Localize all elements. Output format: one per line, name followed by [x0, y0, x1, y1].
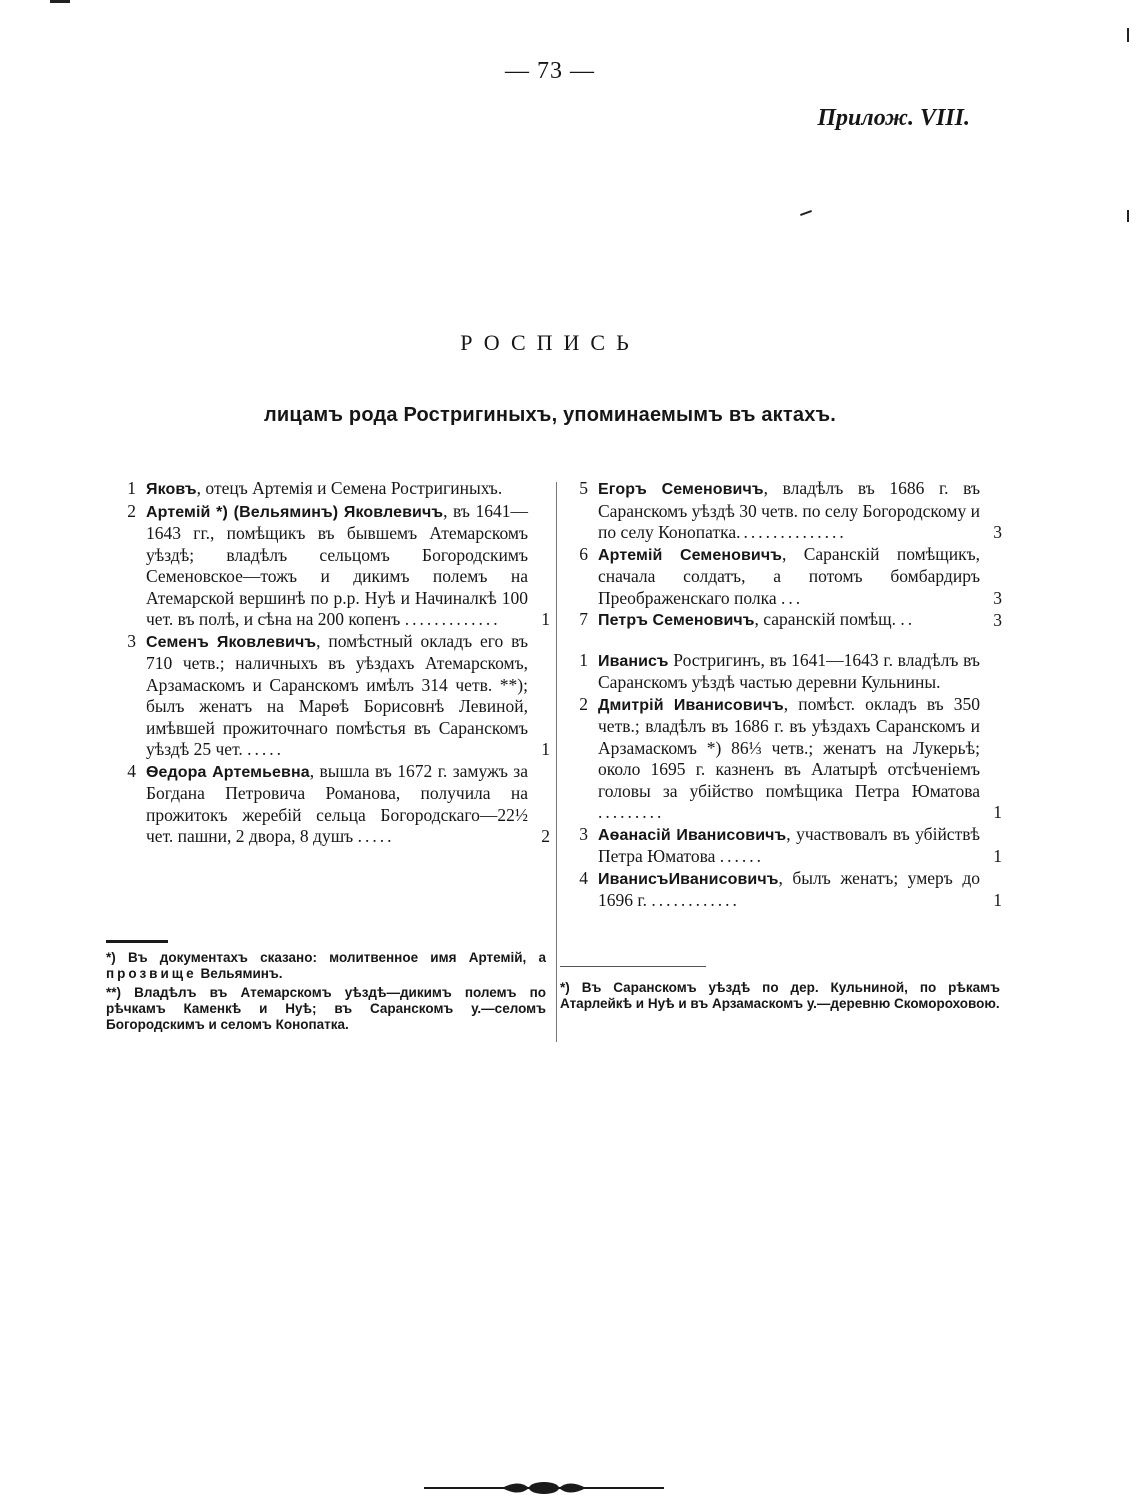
person-name: Петръ Семеновичъ — [598, 612, 755, 629]
list-item: 2 Дмитрій Иванисовичъ, помѣст. окладъ въ 350 четв.; владѣлъ въ 1686 г. въ уѣздахъ Саранскомъ и Арзамаскомъ *) 86⅓ четв.; женатъ на Лукерьѣ; около 1695 г. казненъ въ Алатырѣ отсѣченіемъ головы за убійство помѣщика Петра Юматова ......... 1 — [572, 694, 1002, 824]
entry-text: , Саранскій помѣщикъ, сначала солдатъ, а потомъ бомбардиръ Преображенскаго полка — [598, 543, 981, 608]
ink-speck — [1127, 210, 1129, 222]
entry-text: , былъ женатъ; умеръ до 1696 г. — [598, 867, 980, 910]
page-number: — 73 — — [505, 58, 595, 84]
entry-number: 1 — [579, 649, 588, 670]
column-divider — [556, 482, 557, 1042]
list-item: 7 Петръ Семеновичъ, саранскій помѣщ. .. 3 — [572, 609, 1002, 632]
entry-text: , отецъ Артемія и Семена Ростригиныхъ. — [196, 478, 503, 498]
person-name: Егоръ Семеновичъ — [598, 481, 764, 498]
list-item — [120, 478, 550, 501]
entry-text: , владѣлъ въ 1686 г. въ Саранскомъ уѣздѣ 30 четв. по селу Богородскому и по селу Конопатка — [598, 478, 981, 542]
appendix-label: Прилож. VIII. — [817, 105, 970, 131]
page-title: РОСПИСЬ — [460, 330, 640, 355]
entry-number: 2 — [127, 500, 136, 521]
page-subtitle: лицамъ рода Ростригиныхъ, упоминаемымъ въ актахъ. — [263, 404, 837, 426]
entry-number: 6 — [579, 543, 588, 564]
person-name: Семенъ Яковлевичъ — [146, 633, 317, 651]
entry-text: , помѣстный окладъ его въ 710 четв.; наличныхъ въ уѣздахъ Атемарскомъ, Арзамаскомъ и Саранскомъ имѣлъ 314 четв. **); былъ женатъ на Марѳѣ Борисовнѣ Левиной, имѣвшей прожиточнаго помѣстья въ Саранскомъ уѣздѣ 25 чет. — [146, 630, 528, 759]
entry-count: 1 — [541, 609, 550, 629]
list-item: 3 Семенъ Яковлевичъ, помѣстный окладъ его въ 710 четв.; наличныхъ въ уѣздахъ Атемарскомъ, Арзамаскомъ и Саранскомъ имѣлъ 314 четв. **); былъ женатъ на Марѳѣ Борисовнѣ Левиной, имѣвшей прожиточнаго помѣстья въ Саранскомъ уѣздѣ 25 чет. ..... 1 — [120, 631, 550, 761]
entry-count: 2 — [541, 826, 550, 846]
footnote-right: *) Въ Саранскомъ уѣздѣ по дер. Кульниной, по рѣкамъ Атарлейкѣ и Нуѣ и въ Арзамаскомъ у.—деревню Скомороховою. — [560, 980, 1000, 1011]
entry-count: 1 — [993, 802, 1002, 822]
entry-number: 7 — [579, 609, 588, 629]
entry-count: 1 — [993, 846, 1002, 866]
person-name: Дмитрій Иванисовичъ — [598, 696, 784, 714]
list-item — [572, 650, 1002, 694]
entry-number: 4 — [127, 760, 136, 781]
entry-number: 3 — [127, 630, 136, 651]
entry-text: , помѣст. окладъ въ 350 четв.; владѣлъ въ 1686 г. въ уѣздахъ Саранскомъ и Арзамаскомъ *) 86⅓ четв.; женатъ на Лукерьѣ; около 1695 г. казненъ въ Алатырѣ отсѣченіемъ головы за убійство помѣщика Петра Юматова — [598, 693, 980, 801]
person-name: Иванисъ — [598, 652, 669, 670]
entry-count: 3 — [993, 587, 1002, 608]
list-item: 4 ИванисъИванисовичъ, былъ женатъ; умеръ до 1696 г. ............ 1 — [572, 868, 1002, 912]
list-item: 4 Ѳедора Артемьевна, вышла въ 1672 г. замужъ за Богдана Петровича Романова, получила на прожитокъ жеребій сельца Богородскаго—22½ чет. пашни, 2 двора, 8 душъ ..... 2 — [120, 761, 550, 848]
footnote-rule — [106, 940, 168, 943]
list-item: 6 Артемій Семеновичъ, Саранскій помѣщикъ, сначала солдатъ, а потомъ бомбардиръ Преображенскаго полка ... 3 — [572, 544, 1002, 610]
footnote-left-1: *) Въ документахъ сказано: молитвенное имя Артемій, а прозвище Вельяминъ. — [106, 950, 546, 981]
entry-text: Ростригинъ, въ 1641—1643 г. владѣлъ въ Саранскомъ уѣздѣ частью деревни Кульнины. — [598, 649, 980, 692]
entry-number: 4 — [579, 867, 588, 888]
ornament-divider-icon — [424, 1476, 664, 1500]
person-name: Артемій *) (Вельяминъ) Яковлевичъ — [146, 503, 444, 521]
footnote-rule — [560, 966, 706, 967]
person-name: Аѳанасій Иванисовичъ — [598, 826, 787, 844]
right-column — [572, 478, 1002, 912]
person-name: Яковъ — [146, 481, 197, 498]
entry-text: , вышла въ 1672 г. замужъ за Богдана Петровича Романова, получила на прожитокъ жеребій сельца Богородскаго—22½ чет. пашни, 2 двора, 8 душъ — [146, 760, 528, 846]
ink-speck — [800, 210, 812, 216]
entry-text: , въ 1641—1643 гг., помѣщикъ въ бывшемъ Атемарскомъ уѣздѣ; владѣлъ сельцомъ Богородскимъ Семеновское—тожъ и дикимъ полемъ на Атемарской вершинѣ по р.р. Нуѣ и Начиналкѣ 100 чет. въ полѣ, и сѣна на 200 копенъ — [146, 500, 528, 629]
left-column — [120, 478, 550, 848]
entry-text: , участвовалъ въ убійствѣ Петра Юматова — [598, 823, 980, 866]
entry-number: 1 — [127, 478, 136, 498]
entry-number: 3 — [579, 823, 588, 844]
footnote-left-2: **) Владѣлъ въ Атемарскомъ уѣздѣ—дикимъ полемъ по рѣчкамъ Каменкѣ и Нуѣ; въ Саранскомъ у.—селомъ Богородскимъ и селомъ Конопатка. — [106, 985, 546, 1032]
entry-count: 1 — [993, 890, 1002, 910]
entry-number: 2 — [579, 693, 588, 714]
ink-speck — [50, 0, 70, 3]
person-name: Ѳедора Артемьевна — [146, 763, 310, 781]
person-name: Артемій Семеновичъ — [598, 546, 783, 564]
person-name: ИванисъИванисовичъ — [598, 870, 779, 888]
entry-text: , саранскій помѣщ. — [754, 609, 897, 629]
list-item: 2 Артемій *) (Вельяминъ) Яковлевичъ, въ 1641—1643 гг., помѣщикъ въ бывшемъ Атемарскомъ уѣздѣ; владѣлъ сельцомъ Богородскимъ Семеновское—тожъ и дикимъ полемъ на Атемарской вершинѣ по р.р. Нуѣ и Начиналкѣ 100 чет. въ полѣ, и сѣна на 200 копенъ ............. 1 — [120, 501, 550, 631]
list-item: 5 Егоръ Семеновичъ, владѣлъ въ 1686 г. въ Саранскомъ уѣздѣ 30 четв. по селу Богородскому и по селу Конопатка............... 3 — [572, 478, 1002, 544]
entry-count: 3 — [993, 610, 1002, 630]
list-item: 3 Аѳанасій Иванисовичъ, участвовалъ въ убійствѣ Петра Юматова ...... 1 — [572, 824, 1002, 868]
entry-number: 5 — [579, 478, 588, 498]
entry-count: 1 — [541, 739, 550, 759]
ink-speck — [1127, 28, 1129, 42]
entry-count: 3 — [993, 522, 1002, 542]
